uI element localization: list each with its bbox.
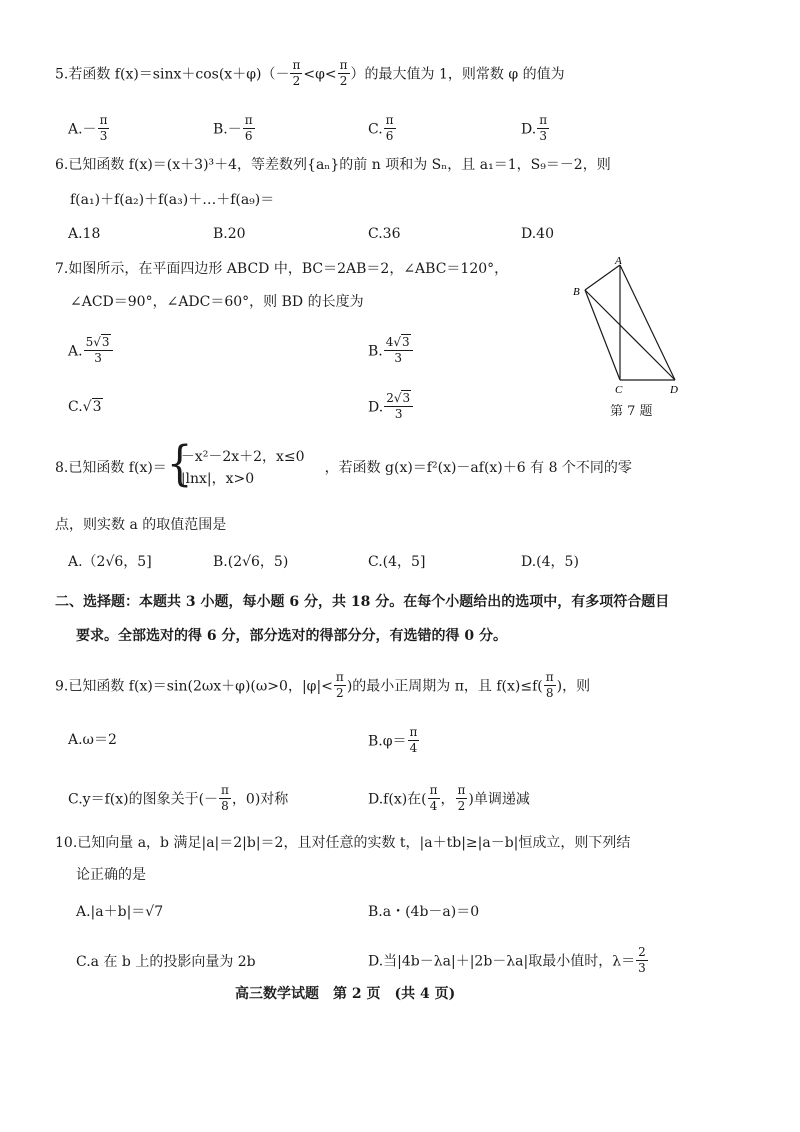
q9-option-a: A.ω＝2 bbox=[68, 732, 117, 748]
label-c: C bbox=[615, 384, 623, 396]
edge-ab bbox=[585, 265, 620, 290]
q10-line2: 论正确的是 bbox=[76, 867, 146, 883]
q9-stem: 9.已知函数 f(x)＝sin(2ωx＋φ)(ω>0，|φ|< $\frac{\pi}{2}$ )的最小正周期为 π，且 f(x)≤f( $\frac{\pi}{8}$ )，则 bbox=[55, 670, 591, 701]
q7-option-d: D. $\frac{2√3}{3}$ bbox=[368, 393, 414, 422]
q10-line1: 10.已知向量 a，b 满足|a|＝2|b|＝2，且对任意的实数 t，|a＋tb|≥|a－b|恒成立，则下列结 bbox=[55, 835, 631, 851]
q9-option-c: C.y＝f(x)的图象关于(－ $\frac{\pi}{8}$ ，0)对称 bbox=[68, 783, 289, 814]
q10-option-b: B.a・(4b－a)＝0 bbox=[368, 904, 480, 920]
q7-option-b: B. $\frac{4√3}{3}$ bbox=[368, 337, 414, 366]
q5-stem: 5.若函数 f(x)＝sinx＋cos(x＋φ)（－ $\frac{\pi}{2}$ <φ< $\frac{\pi}{2}$ ）的最大值为 1，则常数 φ 的值为 bbox=[55, 58, 565, 89]
q7-line1: 7.如图所示，在平面四边形 ABCD 中，BC＝2AB＝2，∠ABC＝120°， bbox=[55, 261, 509, 277]
fraction: $\frac{\pi}{2}$ bbox=[292, 58, 301, 89]
fraction: $\frac{\pi}{2}$ bbox=[339, 58, 348, 89]
q5-option-a: A.－ $\frac{\pi}{3}$ bbox=[68, 113, 108, 144]
q8-stem: 8.已知函数 f(x)＝ { －x²－2x＋2，x≤0 |lnx|，x>0 ，若函数 g(x)＝f²(x)－af(x)＋6 有 8 个不同的零 bbox=[55, 436, 632, 492]
label-d: D bbox=[670, 384, 678, 396]
q6-option-b: B.20 bbox=[213, 226, 246, 242]
q10-option-a: A.|a＋b|＝√7 bbox=[76, 904, 164, 920]
q8-option-d: D.(4，5) bbox=[521, 554, 579, 570]
q7-option-c: C.√3 bbox=[68, 399, 102, 415]
q6-line1: 6.已知函数 f(x)＝(x＋3)³＋4，等差数列{aₙ}的前 n 项和为 Sₙ，且 a₁＝1，S₉＝－2，则 bbox=[55, 157, 611, 173]
piecewise-brace: { －x²－2x＋2，x≤0 |lnx|，x>0 bbox=[166, 436, 305, 492]
q9-option-b: B.φ＝ $\frac{\pi}{4}$ bbox=[368, 725, 418, 756]
q6-option-a: A.18 bbox=[68, 226, 101, 242]
q8-option-a: A.（2√6，5] bbox=[68, 554, 152, 570]
q6-line2: f(a₁)＋f(a₂)＋f(a₃)＋…＋f(a₉)＝ bbox=[70, 192, 275, 208]
page-footer: 高三数学试题 第 2 页 (共 4 页) bbox=[235, 986, 456, 1002]
q7-option-a: A. $\frac{5√3}{3}$ bbox=[68, 337, 114, 366]
q10-option-d: D.当|4b－λa|＋|2b－λa|取最小值时，λ＝ $\frac{2}{3}$ bbox=[368, 945, 646, 976]
q5-option-d: D. $\frac{\pi}{3}$ bbox=[521, 113, 548, 144]
q9-option-d: D.f(x)在( $\frac{\pi}{4}$ ， $\frac{\pi}{2}$ )单调递减 bbox=[368, 783, 530, 814]
edge-bc bbox=[585, 290, 620, 380]
section-heading-line1: 二、选择题：本题共 3 小题，每小题 6 分，共 18 分。在每个小题给出的选项中，有多项符合题目 bbox=[55, 594, 670, 610]
q6-option-c: C.36 bbox=[368, 226, 401, 242]
q7-figure-caption: 第 7 题 bbox=[610, 404, 653, 419]
q7-figure bbox=[570, 255, 690, 400]
q5-option-b: B.－ $\frac{\pi}{6}$ bbox=[213, 113, 253, 144]
q10-option-c: C.a 在 b 上的投影向量为 2b bbox=[76, 954, 256, 970]
edge-ad bbox=[620, 265, 675, 380]
edge-bd bbox=[585, 290, 675, 380]
q8-option-c: C.(4，5] bbox=[368, 554, 426, 570]
q7-line2: ∠ACD＝90°，∠ADC＝60°，则 BD 的长度为 bbox=[70, 294, 364, 310]
section-heading-line2: 要求。全部选对的得 6 分，部分选对的得部分分，有选错的得 0 分。 bbox=[76, 628, 507, 644]
label-a: A bbox=[615, 255, 622, 267]
q8-line2: 点，则实数 a 的取值范围是 bbox=[55, 517, 227, 533]
label-b: B bbox=[573, 286, 580, 298]
q8-option-b: B.(2√6，5) bbox=[213, 554, 289, 570]
q5-option-c: C. $\frac{\pi}{6}$ bbox=[368, 113, 394, 144]
q6-option-d: D.40 bbox=[521, 226, 554, 242]
